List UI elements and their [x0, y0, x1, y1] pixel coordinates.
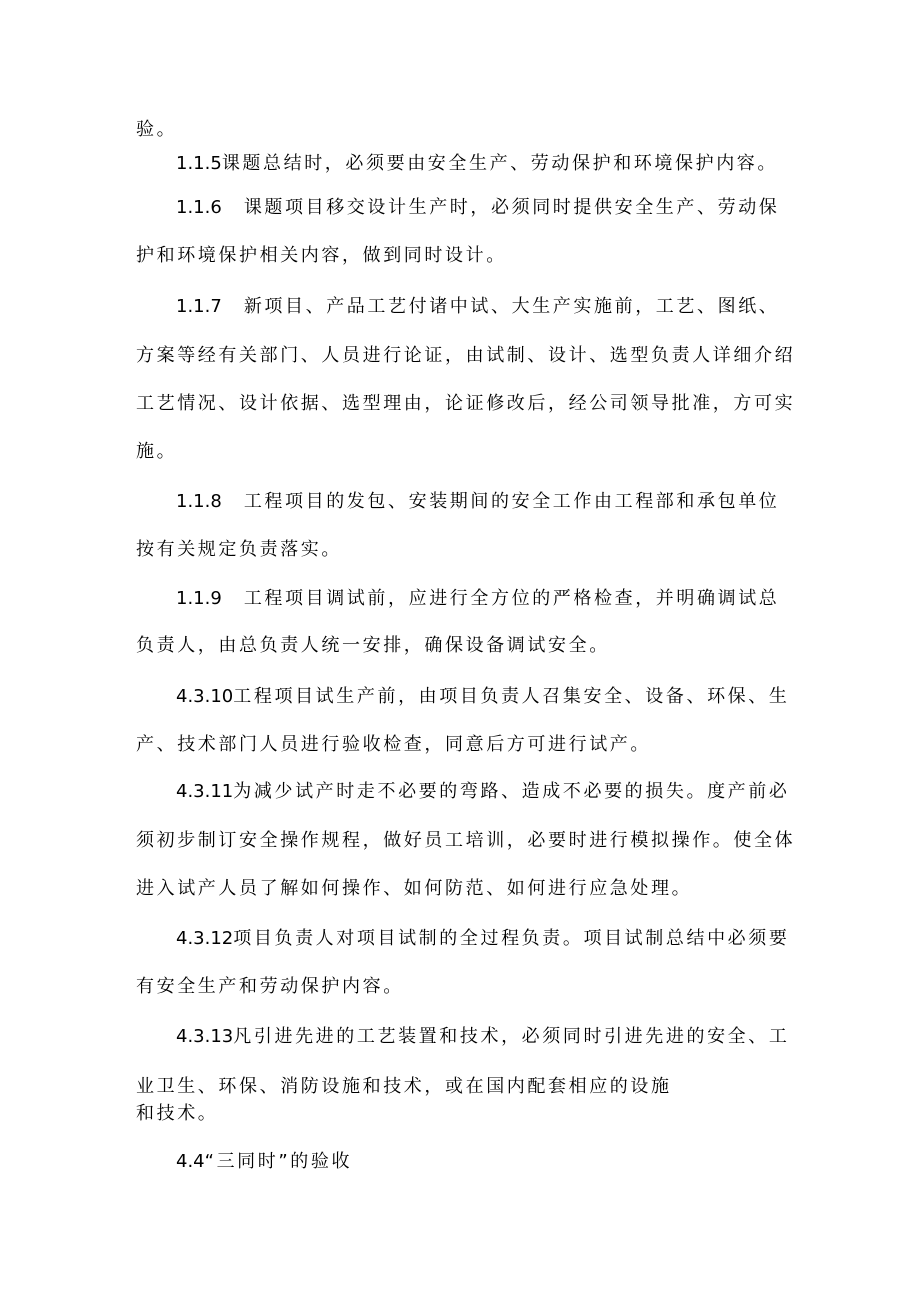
section-number: 1.1.8	[176, 491, 222, 512]
paragraph-line: 1.1.6 课题项目移交设计生产时，必须同时提供安全生产、劳动保	[176, 197, 780, 218]
section-heading: 4.4“三同时”的验收	[176, 1151, 353, 1172]
section-number: 1.1.7	[176, 296, 222, 317]
paragraph-line: 4.3.12项目负责人对项目试制的全过程负责。项目试制总结中必须要	[176, 928, 790, 949]
paragraph-line: 施。	[136, 441, 178, 462]
paragraph-line: 产、技术部门人员进行验收检查，同意后方可进行试产。	[136, 734, 651, 755]
section-number: 1.1.5	[176, 153, 222, 174]
paragraph-line: 1.1.8 工程项目的发包、安装期间的安全工作由工程部和承包单位	[176, 491, 780, 512]
paragraph-line: 有安全生产和劳动保护内容。	[136, 976, 404, 997]
section-number: 4.4	[176, 1151, 205, 1172]
paragraph-line: 进入试产人员了解如何操作、如何防范、如何进行应急处理。	[136, 878, 693, 899]
paragraph-line: 4.3.10工程项目试生产前，由项目负责人召集安全、设备、环保、生	[176, 686, 790, 707]
paragraph-line: 4.3.13凡引进先进的工艺装置和技术，必须同时引进先进的安全、工	[176, 1026, 790, 1047]
section-number: 1.1.6	[176, 197, 222, 218]
paragraph-line: 验。	[136, 119, 178, 140]
paragraph-line: 和技术。	[136, 1103, 219, 1124]
paragraph-line: 负责人，由总负责人统一安排，确保设备调试安全。	[136, 635, 610, 656]
paragraph-line: 方案等经有关部门、人员进行论证，由试制、设计、选型负责人详细介绍	[136, 345, 796, 366]
paragraph-line: 1.1.9 工程项目调试前，应进行全方位的严格检查，并明确调试总	[176, 588, 780, 609]
section-number: 1.1.9	[176, 588, 222, 609]
paragraph-line: 业卫生、环保、消防设施和技术，或在国内配套相应的设施	[136, 1076, 672, 1097]
section-number: 4.3.12	[176, 928, 234, 949]
paragraph-line: 工艺情况、设计依据、选型理由，论证修改后，经公司领导批准，方可实	[136, 393, 796, 414]
section-number: 4.3.13	[176, 1026, 234, 1047]
paragraph-line: 须初步制订安全操作规程，做好员工培训，必要时进行模拟操作。使全体	[136, 830, 796, 851]
paragraph-line: 1.1.7 新项目、产品工艺付诸中试、大生产实施前，工艺、图纸、	[176, 296, 780, 317]
section-number: 4.3.11	[176, 781, 234, 802]
paragraph-line: 按有关规定负责落实。	[136, 539, 342, 560]
paragraph-line: 4.3.11为减少试产时走不必要的弯路、造成不必要的损失。度产前必	[176, 781, 790, 802]
section-number: 4.3.10	[176, 686, 234, 707]
paragraph-line: 护和环境保护相关内容，做到同时设计。	[136, 245, 507, 266]
paragraph-line: 1.1.5课题总结时，必须要由安全生产、劳动保护和环境保护内容。	[176, 153, 779, 174]
